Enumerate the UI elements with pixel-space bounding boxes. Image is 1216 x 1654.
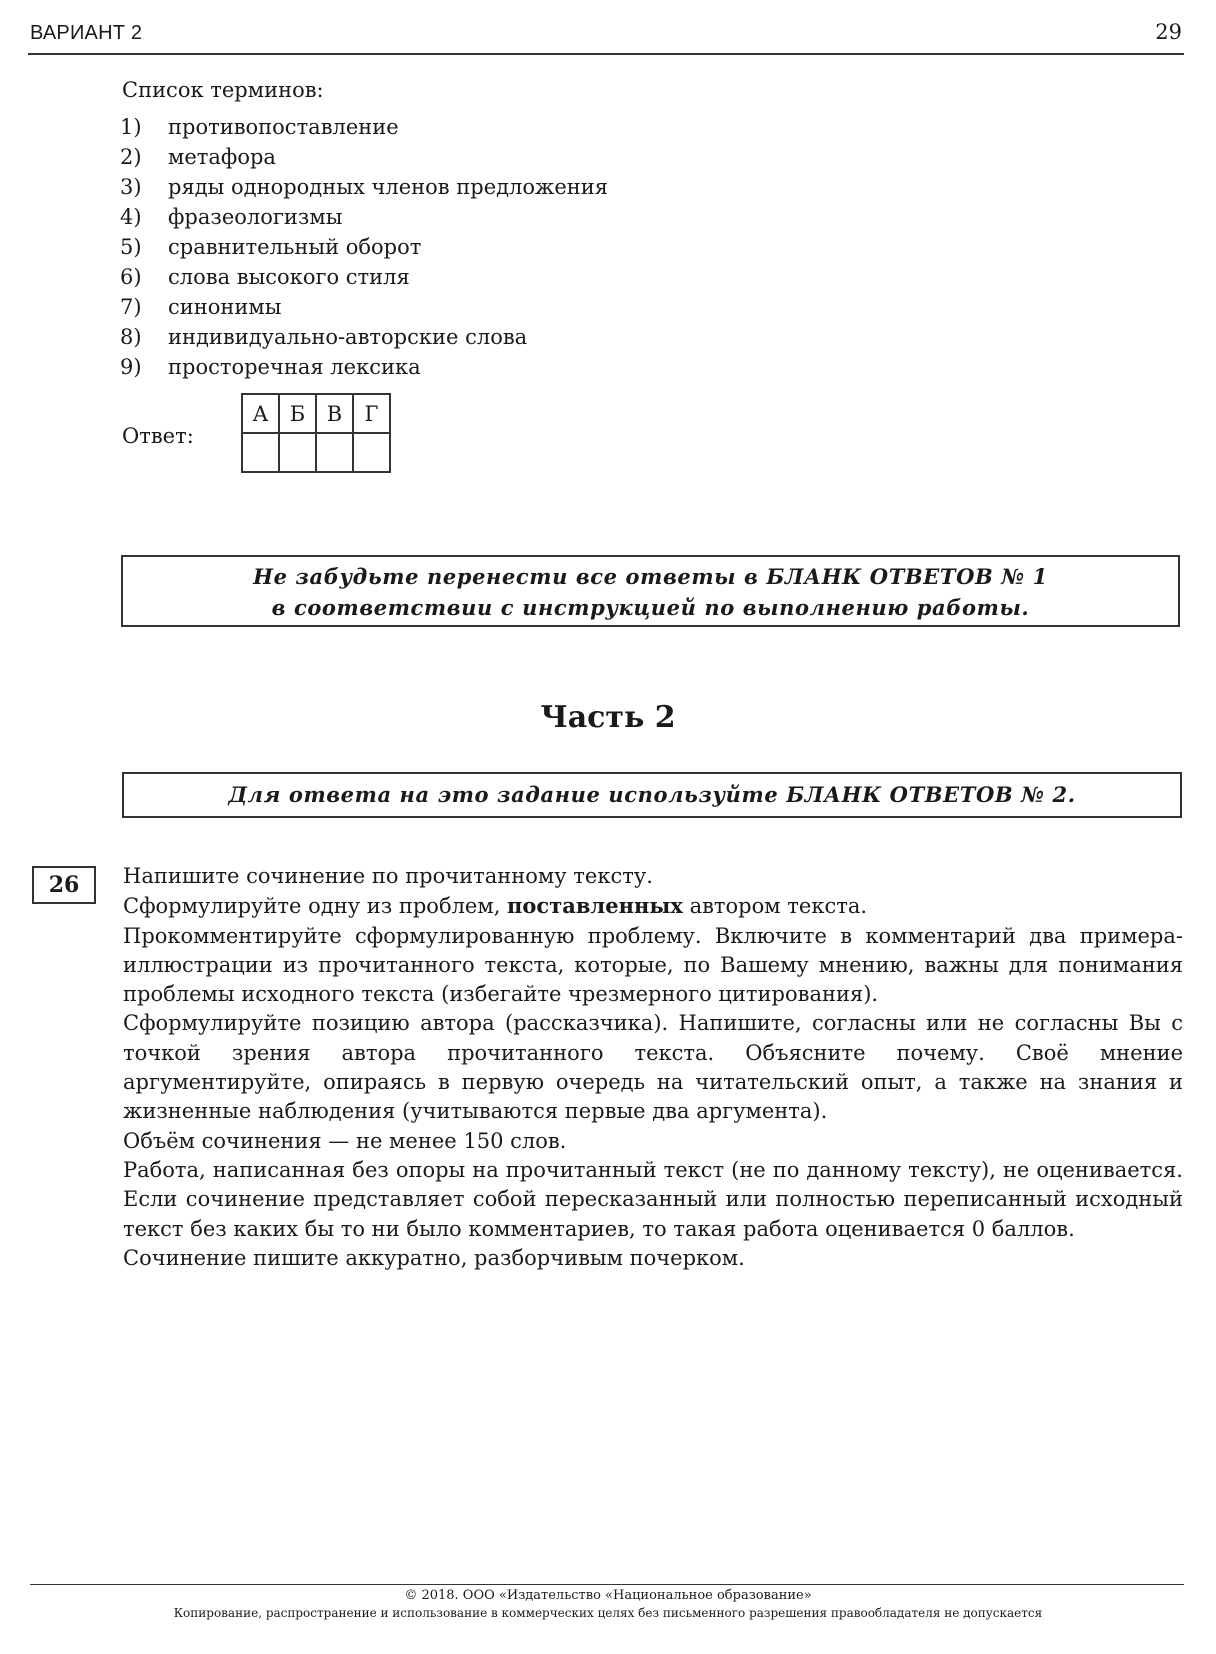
list-item [120, 292, 608, 322]
list-item [120, 202, 608, 232]
term-text: сравнительный оборот [168, 235, 422, 259]
notice-line-1: Не забудьте перенести все ответы в БЛАНК ОТВЕТОВ № 1 [253, 564, 1048, 589]
task-paragraph: Напишите сочинение по прочитанному тексту. [123, 864, 653, 888]
term-number: 4) [120, 205, 142, 229]
term-number: 1) [120, 115, 142, 139]
term-number: 6) [120, 265, 142, 289]
variant-header: ВАРИАНТ 2 [30, 22, 143, 44]
terms-title: Список терминов: [122, 78, 324, 102]
term-text: синонимы [168, 295, 282, 319]
footer-copyright: © 2018. ООО «Издательство «Национальное образование» [404, 1588, 812, 1603]
answer-cell-b[interactable] [279, 433, 316, 472]
list-item [120, 112, 608, 142]
term-number: 7) [120, 295, 142, 319]
answer-cell-v[interactable] [316, 433, 353, 472]
list-item [120, 322, 608, 352]
term-text: слова высокого стиля [168, 265, 410, 289]
task-paragraph: Работа, написанная без опоры на прочитанный текст (не по данному тексту), не оценивается. Если сочинение представляет собой пересказанный или полностью переписанный исходный текст без каких бы то ни было комментариев, то такая работа оценивается 0 баллов. [123, 1157, 1183, 1241]
list-item [120, 262, 608, 292]
task-number: 26 [32, 866, 96, 904]
term-text: индивидуально-авторские слова [168, 325, 528, 349]
task-paragraph: Прокомментируйте сформулированную проблему. Включите в комментарий два примера-иллюстрации из прочитанного текста, которые, по Вашему мнению, важны для понимания проблемы исходного текста (избегайте чрезмерного цитирования). [123, 923, 1183, 1007]
footer-notice: Копирование, распространение и использование в коммерческих целях без письменного разрешения правообладателя не допускается [173, 1606, 1043, 1620]
list-item [120, 232, 608, 262]
answer-column-a: А [242, 394, 279, 433]
footer-divider [30, 1584, 1184, 1585]
terms-list [120, 112, 608, 382]
answer-column-b: Б [279, 394, 316, 433]
answer-cell-g[interactable] [353, 433, 390, 472]
list-item [120, 142, 608, 172]
part-title: Часть 2 [540, 700, 676, 735]
answer-cell-a[interactable] [242, 433, 279, 472]
term-number: 8) [120, 325, 142, 349]
transfer-answers-notice [121, 555, 1180, 627]
task-paragraph: Сочинение пишите аккуратно, разборчивым почерком. [123, 1245, 745, 1270]
answer-label: Ответ: [122, 424, 194, 448]
task-text [123, 862, 1183, 1273]
notice-line-2: в соответствии с инструкцией по выполнению работы. [271, 595, 1030, 620]
task-paragraph: Сформулируйте одну из проблем, поставленных автором текста. [123, 893, 868, 919]
term-text: просторечная лексика [168, 355, 421, 379]
term-number: 2) [120, 145, 142, 169]
answer-column-g: Г [353, 394, 390, 433]
term-text: фразеологизмы [168, 205, 343, 229]
list-item [120, 352, 608, 382]
list-item [120, 172, 608, 202]
task-paragraph: Сформулируйте позицию автора (рассказчика). Напишите, согласны или не согласны Вы с точкой зрения автора прочитанного текста. Объясните почему. Своё мнение аргументируйте, опираясь в первую очередь на читательский опыт, а также на знания и жизненные наблюдения (учитываются первые два аргумента). [123, 1011, 1183, 1124]
answer-column-v: В [316, 394, 353, 433]
term-number: 5) [120, 235, 142, 259]
answer-grid [241, 393, 391, 473]
term-number: 9) [120, 355, 142, 379]
term-text: метафора [168, 145, 276, 169]
answer-sheet-notice: Для ответа на это задание используйте БЛАНК ОТВЕТОВ № 2. [122, 772, 1182, 818]
term-text: ряды однородных членов предложения [168, 175, 609, 199]
page-number: 29 [1155, 20, 1182, 44]
term-number: 3) [120, 175, 142, 199]
header-divider [28, 53, 1184, 55]
term-text: противопоставление [168, 115, 399, 139]
task-paragraph: Объём сочинения — не менее 150 слов. [123, 1128, 567, 1153]
